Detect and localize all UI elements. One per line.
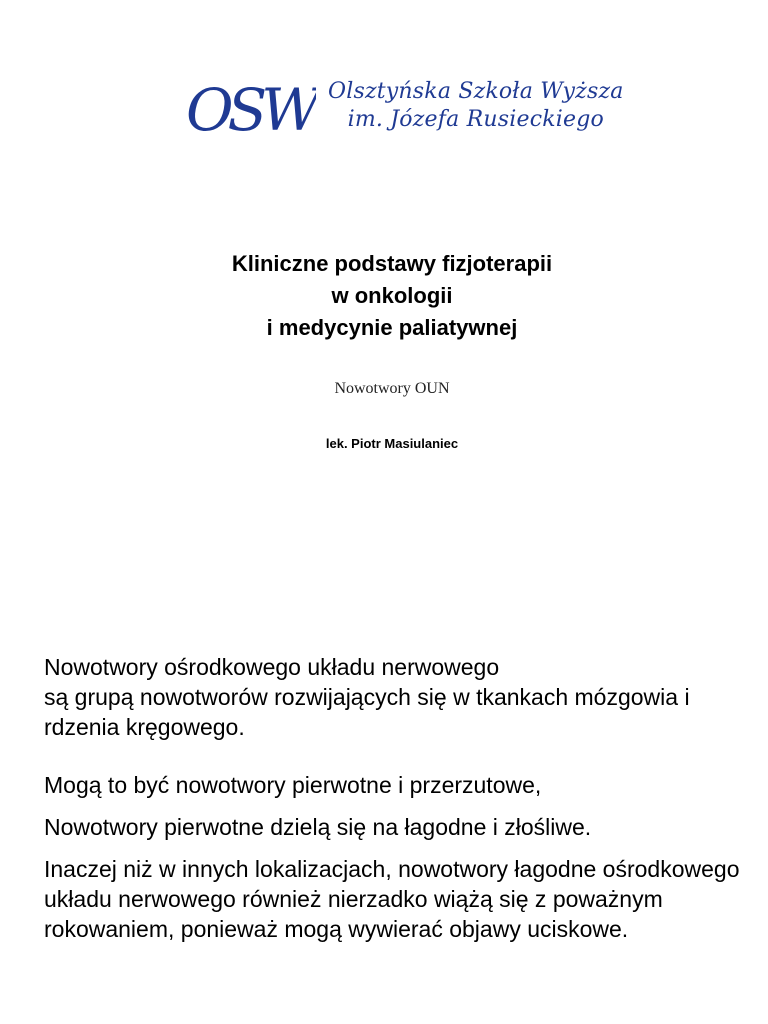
svg-text:OSW: OSW xyxy=(186,76,315,144)
lecture-subtitle: Nowotwory OUN xyxy=(334,380,450,397)
logo-monogram xyxy=(186,72,316,148)
logo-line-1: Olsztyńska Szkoła Wyższa xyxy=(328,79,624,104)
logo-line-2: im. Józefa Rusieckiego xyxy=(347,107,604,132)
paragraph-definition: Nowotwory ośrodkowego układu nerwowego są grupą nowotworów rozwijających się w tkankach mózgowia i rdzenia kręgowego. xyxy=(44,654,690,740)
course-title xyxy=(0,248,768,344)
osw-monogram-icon xyxy=(186,72,316,148)
title-line-2: w onkologii xyxy=(331,283,453,308)
title-line-3: i medycynie paliatywnej xyxy=(266,315,518,340)
title-line-1: Kliniczne podstawy fizjoterapii xyxy=(231,251,553,276)
logo-wordmark xyxy=(328,78,624,134)
university-logo xyxy=(186,72,624,148)
paragraph-classification: Nowotwory pierwotne dzielą się na łagodne i złośliwe. xyxy=(44,814,592,840)
author-name: lek. Piotr Masiulaniec xyxy=(325,436,459,451)
paragraph-prognosis: Inaczej niż w innych lokalizacjach, nowotwory łagodne ośrodkowego układu nerwowego również nierzadko wiążą się z poważnym rokowaniem, ponieważ mogą wywierać objawy uciskowe. xyxy=(44,856,740,942)
slide-content xyxy=(44,652,744,944)
paragraph-types: Mogą to być nowotwory pierwotne i przerzutowe, xyxy=(44,772,542,798)
